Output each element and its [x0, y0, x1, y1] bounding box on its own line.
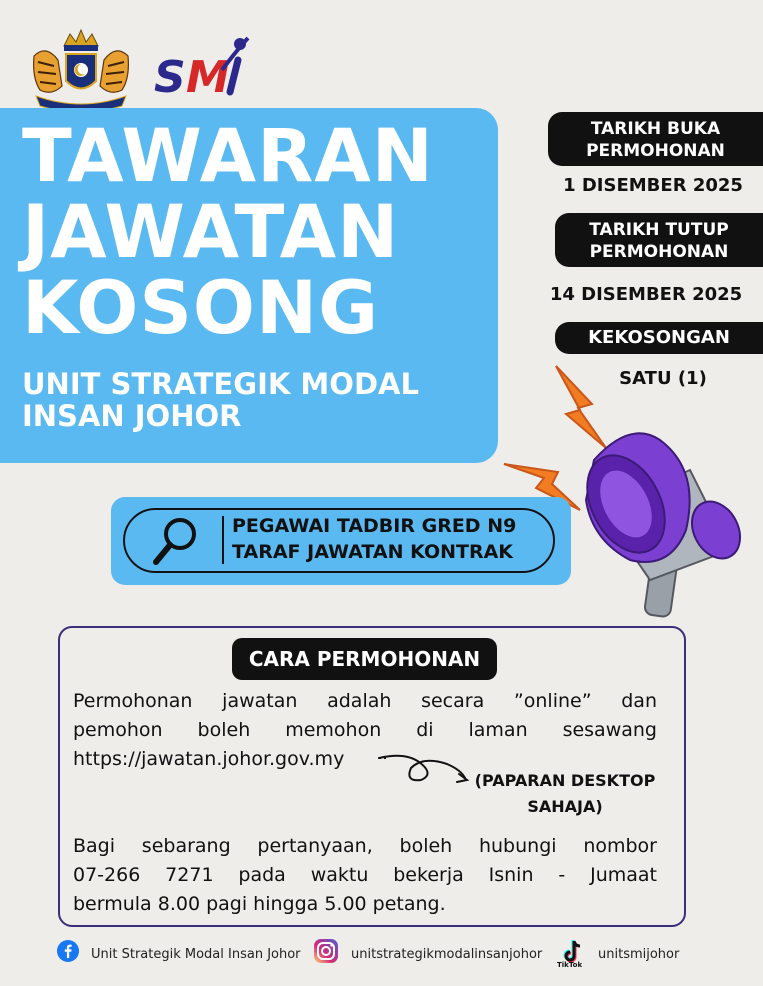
- facebook-icon[interactable]: [57, 940, 79, 962]
- close-date-label: TARIKH TUTUP PERMOHONAN: [555, 213, 763, 267]
- tiktok-handle[interactable]: unitsmijohor: [598, 947, 680, 962]
- title-line-2: JAWATAN: [22, 190, 400, 275]
- search-icon: [150, 512, 206, 568]
- facebook-handle[interactable]: Unit Strategik Modal Insan Johor: [91, 947, 301, 962]
- title-line-1: TAWARAN: [22, 114, 434, 199]
- instagram-handle[interactable]: unitstrategikmodalinsanjohor: [351, 947, 543, 962]
- position-title: PEGAWAI TADBIR GRED N9: [232, 515, 517, 537]
- contact-text-line-3: bermula 8.00 pagi hingga 5.00 petang.: [73, 893, 446, 915]
- megaphone-icon: [500, 360, 763, 625]
- tiktok-label: TikTok: [557, 961, 583, 969]
- open-date-value: 1 DISEMBER 2025: [563, 175, 743, 196]
- smi-logo: [152, 30, 252, 100]
- application-title: CARA PERMOHONAN: [232, 638, 497, 680]
- contact-text-line-2: 07-266 7271 pada waktu bekerja Isnin - Jumaat: [73, 864, 657, 886]
- contact-text-line-1: Bagi sebarang pertanyaan, boleh hubungi nombor: [73, 835, 657, 857]
- vacancy-value: SATU (1): [619, 368, 707, 389]
- title-line-3: KOSONG: [22, 266, 379, 351]
- position-type: TARAF JAWATAN KONTRAK: [232, 541, 514, 563]
- organization-subtitle: UNIT STRATEGIK MODAL INSAN JOHOR: [22, 367, 419, 433]
- close-date-value: 14 DISEMBER 2025: [549, 284, 743, 305]
- svg-text:M: M: [186, 52, 230, 100]
- search-divider: [222, 516, 224, 564]
- application-text-line-1: Permohonan jawatan adalah secara ”online” dan: [73, 690, 657, 712]
- curved-arrow-icon: [375, 748, 475, 792]
- application-url-link[interactable]: https://jawatan.johor.gov.my: [73, 748, 345, 770]
- application-text-line-2: pemohon boleh memohon di laman sesawang: [73, 719, 657, 741]
- open-date-label: TARIKH BUKA PERMOHONAN: [548, 112, 763, 166]
- svg-text:S: S: [154, 52, 186, 100]
- desktop-only-note: (PAPARAN DESKTOP SAHAJA): [474, 771, 656, 816]
- spark-icon: [556, 366, 606, 448]
- johor-crest-logo: [26, 26, 136, 112]
- vacancy-label: KEKOSONGAN: [555, 322, 763, 354]
- instagram-icon[interactable]: [313, 938, 339, 964]
